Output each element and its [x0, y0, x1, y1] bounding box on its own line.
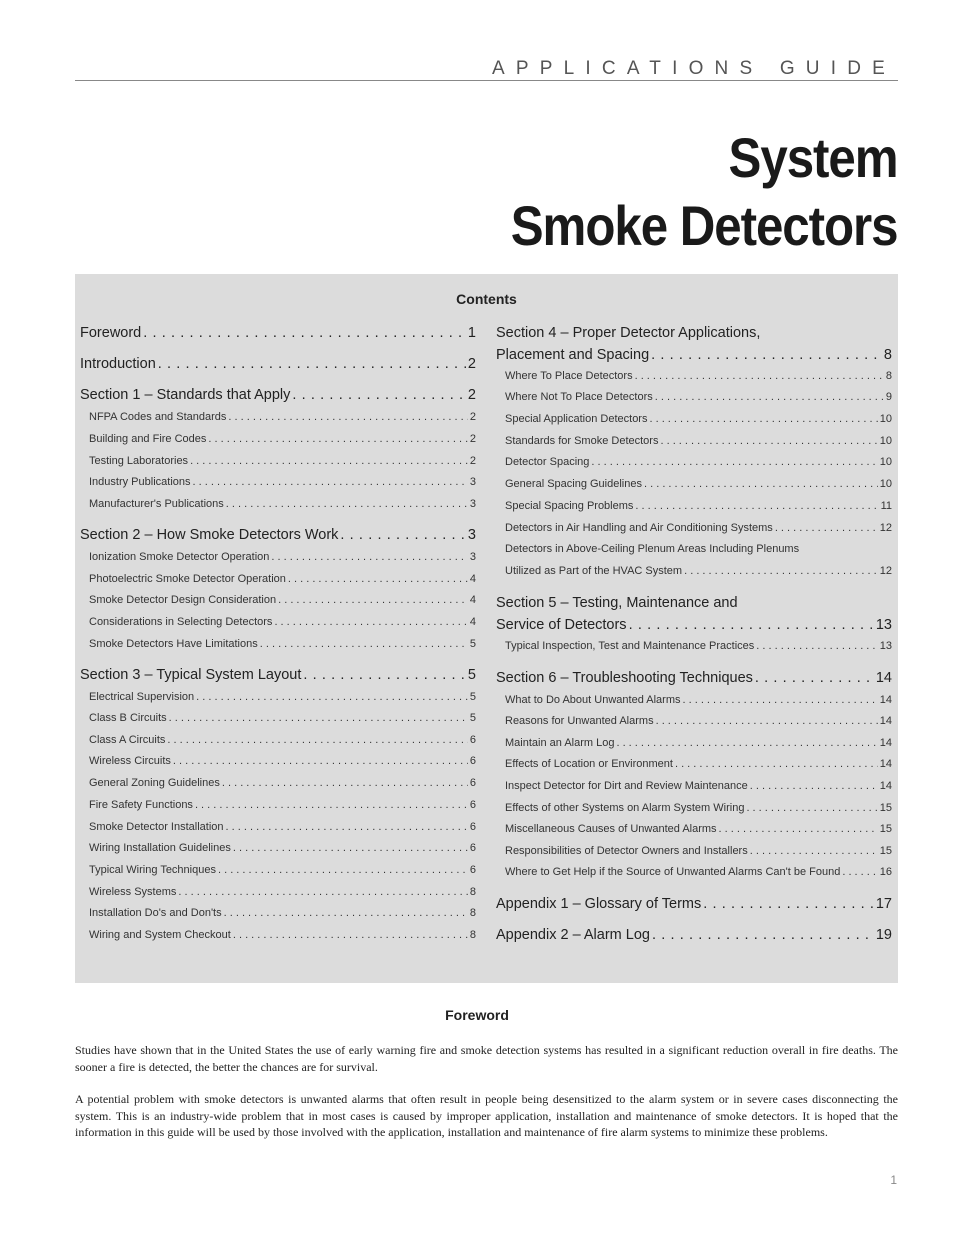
- toc-entry-label: Special Application Detectors: [505, 413, 648, 425]
- toc-entry: [496, 347, 892, 363]
- toc-leader-dots: [591, 456, 877, 468]
- toc-leader-dots: [684, 565, 878, 577]
- toc-entry: [80, 777, 476, 789]
- toc-entry-page: 15: [879, 802, 892, 814]
- toc-entry-page: 15: [879, 823, 892, 835]
- toc-leader-dots: [288, 573, 468, 585]
- toc-entry-label: Testing Laboratories: [89, 455, 189, 467]
- toc-leader-dots: [228, 411, 467, 423]
- toc-entry-label: Class B Circuits: [89, 712, 167, 724]
- toc-entry-label: Smoke Detectors Have Limitations: [89, 638, 258, 650]
- toc-entry-label: Inspect Detector for Dirt and Review Maintenance: [505, 780, 748, 792]
- toc-entry-page: 15: [879, 845, 892, 857]
- toc-entry-label: Typical Wiring Techniques: [89, 864, 216, 876]
- toc-entry: [80, 929, 476, 941]
- toc-leader-dots: [173, 755, 468, 767]
- toc-leader-dots: [775, 522, 878, 534]
- toc-leader-dots: [750, 845, 878, 857]
- toc-leader-dots: [143, 325, 466, 341]
- title-line-1: System: [729, 126, 898, 189]
- toc-entry: [496, 413, 892, 425]
- toc-entry-page: 4: [469, 616, 476, 628]
- toc-entry-label: Introduction: [80, 356, 156, 372]
- toc-entry-page: 6: [469, 777, 476, 789]
- toc-entry-label: Placement and Spacing: [496, 347, 650, 363]
- toc-entry: [80, 476, 476, 488]
- toc-leader-dots: [340, 527, 466, 543]
- toc-entry: [80, 498, 476, 510]
- toc-entry-label: Fire Safety Functions: [89, 799, 193, 811]
- toc-entry: [80, 907, 476, 919]
- toc-entry-label: Where To Place Detectors: [505, 370, 633, 382]
- toc-leader-dots: [756, 640, 877, 652]
- toc-entry: [496, 845, 892, 857]
- toc-leader-dots: [218, 864, 468, 876]
- toc-entry: [80, 712, 476, 724]
- toc-entry-page: 3: [469, 498, 476, 510]
- toc-entry: [496, 478, 892, 490]
- toc-entry-page: 14: [875, 670, 892, 686]
- toc-leader-dots: [226, 821, 468, 833]
- toc-entry-page: 10: [879, 456, 892, 468]
- toc-leader-dots: [274, 616, 467, 628]
- toc-entry-label: Section 4 – Proper Detector Applications,: [496, 325, 761, 341]
- toc-entry-label: Class A Circuits: [89, 734, 166, 746]
- toc-entry-page: 6: [469, 821, 476, 833]
- toc-entry: [80, 886, 476, 898]
- toc-entry-label: General Spacing Guidelines: [505, 478, 642, 490]
- toc-entry-page: 13: [875, 617, 892, 633]
- toc-entry-label: What to Do About Unwanted Alarms: [505, 694, 681, 706]
- toc-entry-label: Detector Spacing: [505, 456, 590, 468]
- toc-leader-dots: [651, 347, 882, 363]
- toc-entry-page: 8: [469, 886, 476, 898]
- foreword-paragraph-2: A potential problem with smoke detectors is unwanted alarms that often result in people being desensitized to the alarm system or in severe cases disconnecting the system. This is an industry-wide problem that in most cases is caused by improper application, installation and maintenance of smoke detectors. It is hoped that the information in this guide will be used by those involved with the application, installation and maintenance of fire alarm systems to minimize these problems.: [75, 1092, 898, 1139]
- toc-leader-dots: [178, 886, 467, 898]
- toc-entry-label: Section 2 – How Smoke Detectors Work: [80, 527, 339, 543]
- toc-leader-dots: [755, 670, 874, 686]
- toc-leader-dots: [750, 780, 878, 792]
- toc-entry: [496, 866, 892, 878]
- toc-leader-dots: [660, 435, 877, 447]
- toc-leader-dots: [649, 413, 877, 425]
- toc-leader-dots: [652, 927, 874, 943]
- foreword-heading: Foreword: [445, 1007, 509, 1023]
- toc-entry-page: 14: [879, 715, 892, 727]
- toc-entry-label: Detectors in Air Handling and Air Conditioning Systems: [505, 522, 773, 534]
- toc-entry-label: Where Not To Place Detectors: [505, 391, 653, 403]
- toc-leader-dots: [635, 500, 878, 512]
- toc-entry-page: 1: [467, 325, 476, 341]
- toc-entry-page: 2: [469, 433, 476, 445]
- toc-entry-label: Building and Fire Codes: [89, 433, 207, 445]
- toc-entry-page: 3: [467, 527, 476, 543]
- toc-entry: [80, 755, 476, 767]
- toc-entry-page: 16: [879, 866, 892, 878]
- toc-leader-dots: [260, 638, 468, 650]
- toc-entry: [496, 927, 892, 943]
- toc-entry-page: 10: [879, 413, 892, 425]
- toc-entry-page: 12: [879, 565, 892, 577]
- toc-entry: [496, 640, 892, 652]
- toc-entry-page: 4: [469, 594, 476, 606]
- toc-leader-dots: [655, 391, 884, 403]
- toc-leader-dots: [158, 356, 466, 372]
- toc-entry: [496, 758, 892, 770]
- toc-entry-label: Industry Publications: [89, 476, 191, 488]
- toc-leader-dots: [222, 777, 468, 789]
- toc-entry: [496, 823, 892, 835]
- toc-entry-page: 5: [469, 691, 476, 703]
- toc-leader-dots: [644, 478, 878, 490]
- toc-entry-label: Appendix 2 – Alarm Log: [496, 927, 650, 943]
- document-title: [511, 124, 898, 260]
- toc-entry-page: 8: [885, 370, 892, 382]
- toc-entry-label: Wiring Installation Guidelines: [89, 842, 231, 854]
- toc-leader-dots: [682, 694, 877, 706]
- toc-entry-page: 5: [467, 667, 476, 683]
- toc-entry-page: 6: [469, 799, 476, 811]
- toc-entry: [80, 551, 476, 563]
- toc-leader-dots: [656, 715, 878, 727]
- toc-entry-label: Reasons for Unwanted Alarms: [505, 715, 654, 727]
- toc-entry-label: Smoke Detector Design Consideration: [89, 594, 277, 606]
- toc-entry-label: Section 6 – Troubleshooting Techniques: [496, 670, 753, 686]
- toc-leader-dots: [193, 476, 468, 488]
- toc-leader-dots: [278, 594, 468, 606]
- toc-entry: [80, 356, 476, 372]
- toc-entry: [80, 734, 476, 746]
- toc-entry: [80, 864, 476, 876]
- toc-entry-page: 19: [875, 927, 892, 943]
- toc-entry: [496, 435, 892, 447]
- toc-entry-page: 6: [469, 755, 476, 767]
- page-number: 1: [890, 1173, 897, 1187]
- toc-entry-label: Electrical Supervision: [89, 691, 195, 703]
- toc-entry-label: General Zoning Guidelines: [89, 777, 220, 789]
- toc-entry-label: Detectors in Above-Ceiling Plenum Areas Including Plenums: [505, 543, 800, 555]
- toc-entry-label: Section 5 – Testing, Maintenance and: [496, 595, 738, 611]
- toc-entry-page: 6: [469, 864, 476, 876]
- toc-entry-label: Wireless Systems: [89, 886, 177, 898]
- toc-entry-page: 4: [469, 573, 476, 585]
- toc-leader-dots: [616, 737, 877, 749]
- toc-entry-page: 11: [880, 500, 892, 512]
- toc-entry-page: 2: [469, 411, 476, 423]
- toc-leader-dots: [169, 712, 468, 724]
- toc-entry-label: Ionization Smoke Detector Operation: [89, 551, 270, 563]
- toc-entry: [80, 411, 476, 423]
- toc-leader-dots: [196, 691, 468, 703]
- toc-entry-label: Foreword: [80, 325, 142, 341]
- toc-entry-page: 3: [469, 551, 476, 563]
- toc-leader-dots: [190, 455, 468, 467]
- toc-entry-page: 9: [885, 391, 892, 403]
- toc-leader-dots: [629, 617, 874, 633]
- toc-entry-label: Section 3 – Typical System Layout: [80, 667, 302, 683]
- toc-entry-page: 12: [879, 522, 892, 534]
- toc-entry-page: 8: [883, 347, 892, 363]
- toc-entry-page: 14: [879, 737, 892, 749]
- toc-entry: [80, 433, 476, 445]
- toc-leader-dots: [195, 799, 468, 811]
- guide-label: APPLICATIONS GUIDE: [492, 58, 896, 79]
- toc-entry-label: Effects of Location or Environment: [505, 758, 673, 770]
- toc-entry: [496, 543, 892, 555]
- toc-entry: [496, 670, 892, 686]
- toc-entry-label: Manufacturer's Publications: [89, 498, 224, 510]
- toc-entry: [80, 821, 476, 833]
- toc-entry: [496, 737, 892, 749]
- toc-entry: [496, 370, 892, 382]
- toc-entry-page: 8: [469, 929, 476, 941]
- toc-entry-page: 5: [469, 638, 476, 650]
- toc-entry-page: 13: [879, 640, 892, 652]
- toc-entry-page: 3: [469, 476, 476, 488]
- toc-leader-dots: [292, 387, 466, 403]
- toc-entry: [80, 387, 476, 403]
- toc-entry-page: 14: [879, 780, 892, 792]
- toc-entry-label: NFPA Codes and Standards: [89, 411, 227, 423]
- toc-entry: [80, 799, 476, 811]
- toc-leader-dots: [233, 842, 468, 854]
- toc-entry-label: Service of Detectors: [496, 617, 627, 633]
- toc-leader-dots: [226, 498, 468, 510]
- toc-leader-dots: [303, 667, 466, 683]
- toc-entry: [496, 325, 892, 341]
- toc-entry-page: 2: [467, 387, 476, 403]
- toc-entry-label: Considerations in Selecting Detectors: [89, 616, 273, 628]
- toc-entry: [80, 691, 476, 703]
- toc-entry: [496, 802, 892, 814]
- toc-entry-page: 2: [469, 455, 476, 467]
- toc-leader-dots: [271, 551, 468, 563]
- toc-entry-label: Maintain an Alarm Log: [505, 737, 615, 749]
- toc-entry: [80, 616, 476, 628]
- toc-entry-label: Where to Get Help if the Source of Unwanted Alarms Can't be Found: [505, 866, 841, 878]
- toc-entry: [496, 500, 892, 512]
- toc-entry: [80, 325, 476, 341]
- toc-entry-page: 8: [469, 907, 476, 919]
- toc-entry-label: Typical Inspection, Test and Maintenance Practices: [505, 640, 755, 652]
- toc-entry-label: Miscellaneous Causes of Unwanted Alarms: [505, 823, 717, 835]
- toc-entry-label: Utilized as Part of the HVAC System: [505, 565, 683, 577]
- toc-entry-page: 10: [879, 435, 892, 447]
- toc-entry-page: 6: [469, 842, 476, 854]
- toc-leader-dots: [224, 907, 468, 919]
- toc-entry: [80, 573, 476, 585]
- toc-leader-dots: [703, 896, 874, 912]
- toc-entry-label: Effects of other Systems on Alarm System Wiring: [505, 802, 745, 814]
- toc-entry-label: Installation Do's and Don'ts: [89, 907, 222, 919]
- toc-entry-label: Photoelectric Smoke Detector Operation: [89, 573, 286, 585]
- toc-entry-page: 10: [879, 478, 892, 490]
- toc-leader-dots: [635, 370, 884, 382]
- toc-entry-label: Wireless Circuits: [89, 755, 171, 767]
- toc-entry-label: Section 1 – Standards that Apply: [80, 387, 291, 403]
- toc-entry: [496, 456, 892, 468]
- toc-entry: [496, 715, 892, 727]
- toc-entry: [80, 842, 476, 854]
- toc-entry: [496, 522, 892, 534]
- toc-leader-dots: [746, 802, 877, 814]
- toc-entry-label: Standards for Smoke Detectors: [505, 435, 659, 447]
- toc-leader-dots: [719, 823, 878, 835]
- toc-entry-page: 14: [879, 758, 892, 770]
- title-line-2: Smoke Detectors: [511, 194, 898, 257]
- toc-entry-page: 17: [875, 896, 892, 912]
- toc-entry-page: 5: [469, 712, 476, 724]
- toc-entry: [80, 638, 476, 650]
- toc-entry: [80, 667, 476, 683]
- toc-leader-dots: [233, 929, 468, 941]
- toc-entry-label: Smoke Detector Installation: [89, 821, 224, 833]
- toc-entry-label: Special Spacing Problems: [505, 500, 634, 512]
- toc-entry-label: Responsibilities of Detector Owners and Installers: [505, 845, 748, 857]
- toc-entry-label: Wiring and System Checkout: [89, 929, 231, 941]
- toc-entry: [496, 694, 892, 706]
- contents-heading: Contents: [456, 291, 517, 307]
- toc-leader-dots: [675, 758, 878, 770]
- toc-leader-dots: [842, 866, 877, 878]
- toc-entry: [496, 780, 892, 792]
- toc-entry: [496, 565, 892, 577]
- toc-entry: [496, 617, 892, 633]
- toc-entry-page: 14: [879, 694, 892, 706]
- toc-entry: [80, 594, 476, 606]
- toc-entry-page: 2: [467, 356, 476, 372]
- header-rule: [75, 80, 898, 81]
- toc-leader-dots: [167, 734, 467, 746]
- contents-box: [75, 274, 898, 983]
- toc-entry: [496, 595, 892, 611]
- toc-entry: [496, 391, 892, 403]
- toc-entry: [80, 527, 476, 543]
- toc-leader-dots: [208, 433, 467, 445]
- foreword-paragraph-1: Studies have shown that in the United States the use of early warning fire and smoke detection systems has resulted in a significant reduction overall in fire deaths. The sooner a fire is detected, the better the chances are for survival.: [75, 1043, 898, 1074]
- toc-entry-page: 6: [469, 734, 476, 746]
- toc-entry: [496, 896, 892, 912]
- toc-entry-label: Appendix 1 – Glossary of Terms: [496, 896, 702, 912]
- toc-entry: [80, 455, 476, 467]
